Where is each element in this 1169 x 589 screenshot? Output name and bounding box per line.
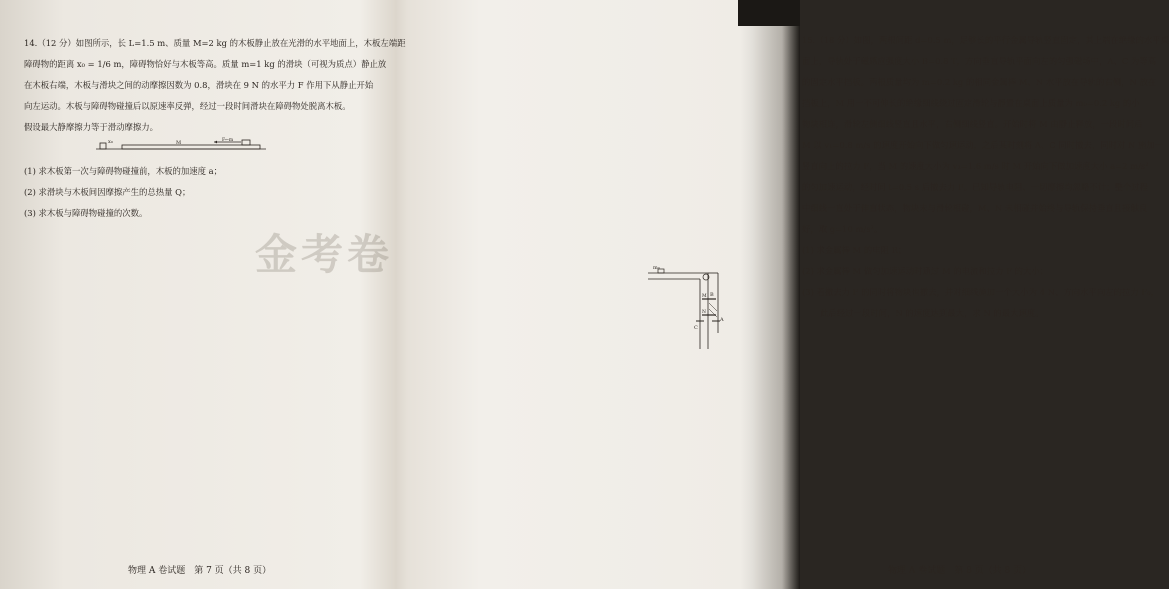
question-14-line: 向左运动。木板与障碍物碰撞后以原速率反弹，经过一段时间滑块在障碍物处脱离木板。 xyxy=(24,101,351,111)
label-force: F←m xyxy=(222,138,234,143)
question-15-line: 的匀加速运动，经时间 t=0.5 s 后撤去力 F。已知导轨电阻、一切摩擦均忽略不计；整个过程 xyxy=(802,182,1148,192)
question-14-line: 障碍物的距离 x₀ = 1/6 m，障碍物恰好与木板等高。质量 m=1 kg 的滑块（可视为质点）静止放 xyxy=(24,59,387,69)
question-15-line: M 以 v₁=0.8 m/s 的速度开始向下做匀速运动，之后某时刻将 A、C 同时撤去，同时对 N 施加一 xyxy=(802,140,1164,150)
label-C: C xyxy=(694,325,698,331)
question-15-line: 面上，导轨处于磁感应强度大小 B=0.8 T，方向垂直导轨平面向左的匀强磁场中，A、C 为等高 xyxy=(802,56,1157,66)
question-15-line: 中细线一直处于伸直状态，物块未与滑轮相碰，M、N 未相碰并始终与导轨保持垂直且接触良 xyxy=(802,203,1148,213)
question-15-line: 15.（18 分）如图，两根间距 d=0.5 m，足够长的平行金属导轨竖直固定，其上端在绝缘的水平桌 xyxy=(802,35,1169,45)
question-15-line: 挡板上，M 用一不可伸长的绝缘细线绕过固定滑轮与静置在桌面上质量为 m₀=0.2 kg 的小 xyxy=(802,98,1140,108)
left-page xyxy=(0,0,406,589)
question-14-line: 14.（12 分）如图所示，长 L=1.5 m、质量 M=2 kg 的木板静止放在光滑的水平地面上，木板左端距 xyxy=(24,38,406,48)
question-15-part-1: (1) 求金属棒 M 的电阻 R； xyxy=(802,245,907,255)
label-N: N xyxy=(702,310,706,315)
label-x0: x₀ xyxy=(108,139,113,145)
label-board: M xyxy=(176,140,182,146)
rail-diagram xyxy=(648,263,734,349)
label-B: B xyxy=(710,292,714,298)
question-15-line: 好，取 g=10 m/s²。 xyxy=(802,224,883,234)
footer-page-8: 物理 A 卷试题 第 8 页（共 8 页） xyxy=(888,566,1032,576)
label-m0: m₀ xyxy=(653,265,660,271)
question-14-part-1: (1) 求木板第一次与障碍物碰撞前，木板的加速度 a； xyxy=(24,166,223,176)
footer-page-7: 物理 A 卷试题 第 7 页（共 8 页） xyxy=(128,566,272,576)
question-14-line: 假设最大静摩擦力等于滑动摩擦力。 xyxy=(24,122,158,132)
question-15-line: 的固定水平挡板。两根质量均为 m=0.2 kg 的相同金属棒 M、N 水平放在导轨的右侧，N 放在 xyxy=(802,77,1157,87)
question-14-part-3: (3) 求木板与障碍物碰撞的次数。 xyxy=(24,208,148,218)
question-15 xyxy=(802,30,1169,324)
question-14-part-2: (2) 求滑块与木板间因摩擦产生的总热量 Q； xyxy=(24,187,191,197)
question-14-line: 在木板右端，木板与滑块之间的动摩擦因数为 0.8，滑块在 9 N 的水平力 F 作用下从静止开始 xyxy=(24,80,374,90)
watermark-logo: 金考卷 xyxy=(255,230,394,279)
question-14 xyxy=(24,33,406,224)
question-15-line: 竖直向上的拉力 F，当 M 的速度大小为 v₂=1.6 m/s 时 M 开始向下做加速度大小 a=2 m/s² xyxy=(802,161,1149,171)
page-edge-shadow xyxy=(740,0,800,589)
question-15-part-2: (2) 求金属棒 M 做匀加速运动时通过 M 的电流和拉力 F 的大小； xyxy=(802,266,1049,276)
label-M: M xyxy=(702,294,707,299)
background-corner xyxy=(738,0,800,26)
question-15-part-3: (3) 若撤去力 F 的同时将物块也撤去，并对细线施加一个大小为 4 N、方向水平向左的拉力 F₀， xyxy=(802,287,1159,297)
question-15-line: 物块相连，滑轮左侧细线竖直且水平，右侧细线竖直。开始时将 M 由静止释放，一段时间后 xyxy=(802,119,1143,129)
question-15-part-3-cont: 此后经过一段时间，N 的速度达到最大，求 N 的最大速度。 xyxy=(820,308,1044,318)
board-diagram xyxy=(96,138,266,150)
label-A: A xyxy=(720,317,724,323)
